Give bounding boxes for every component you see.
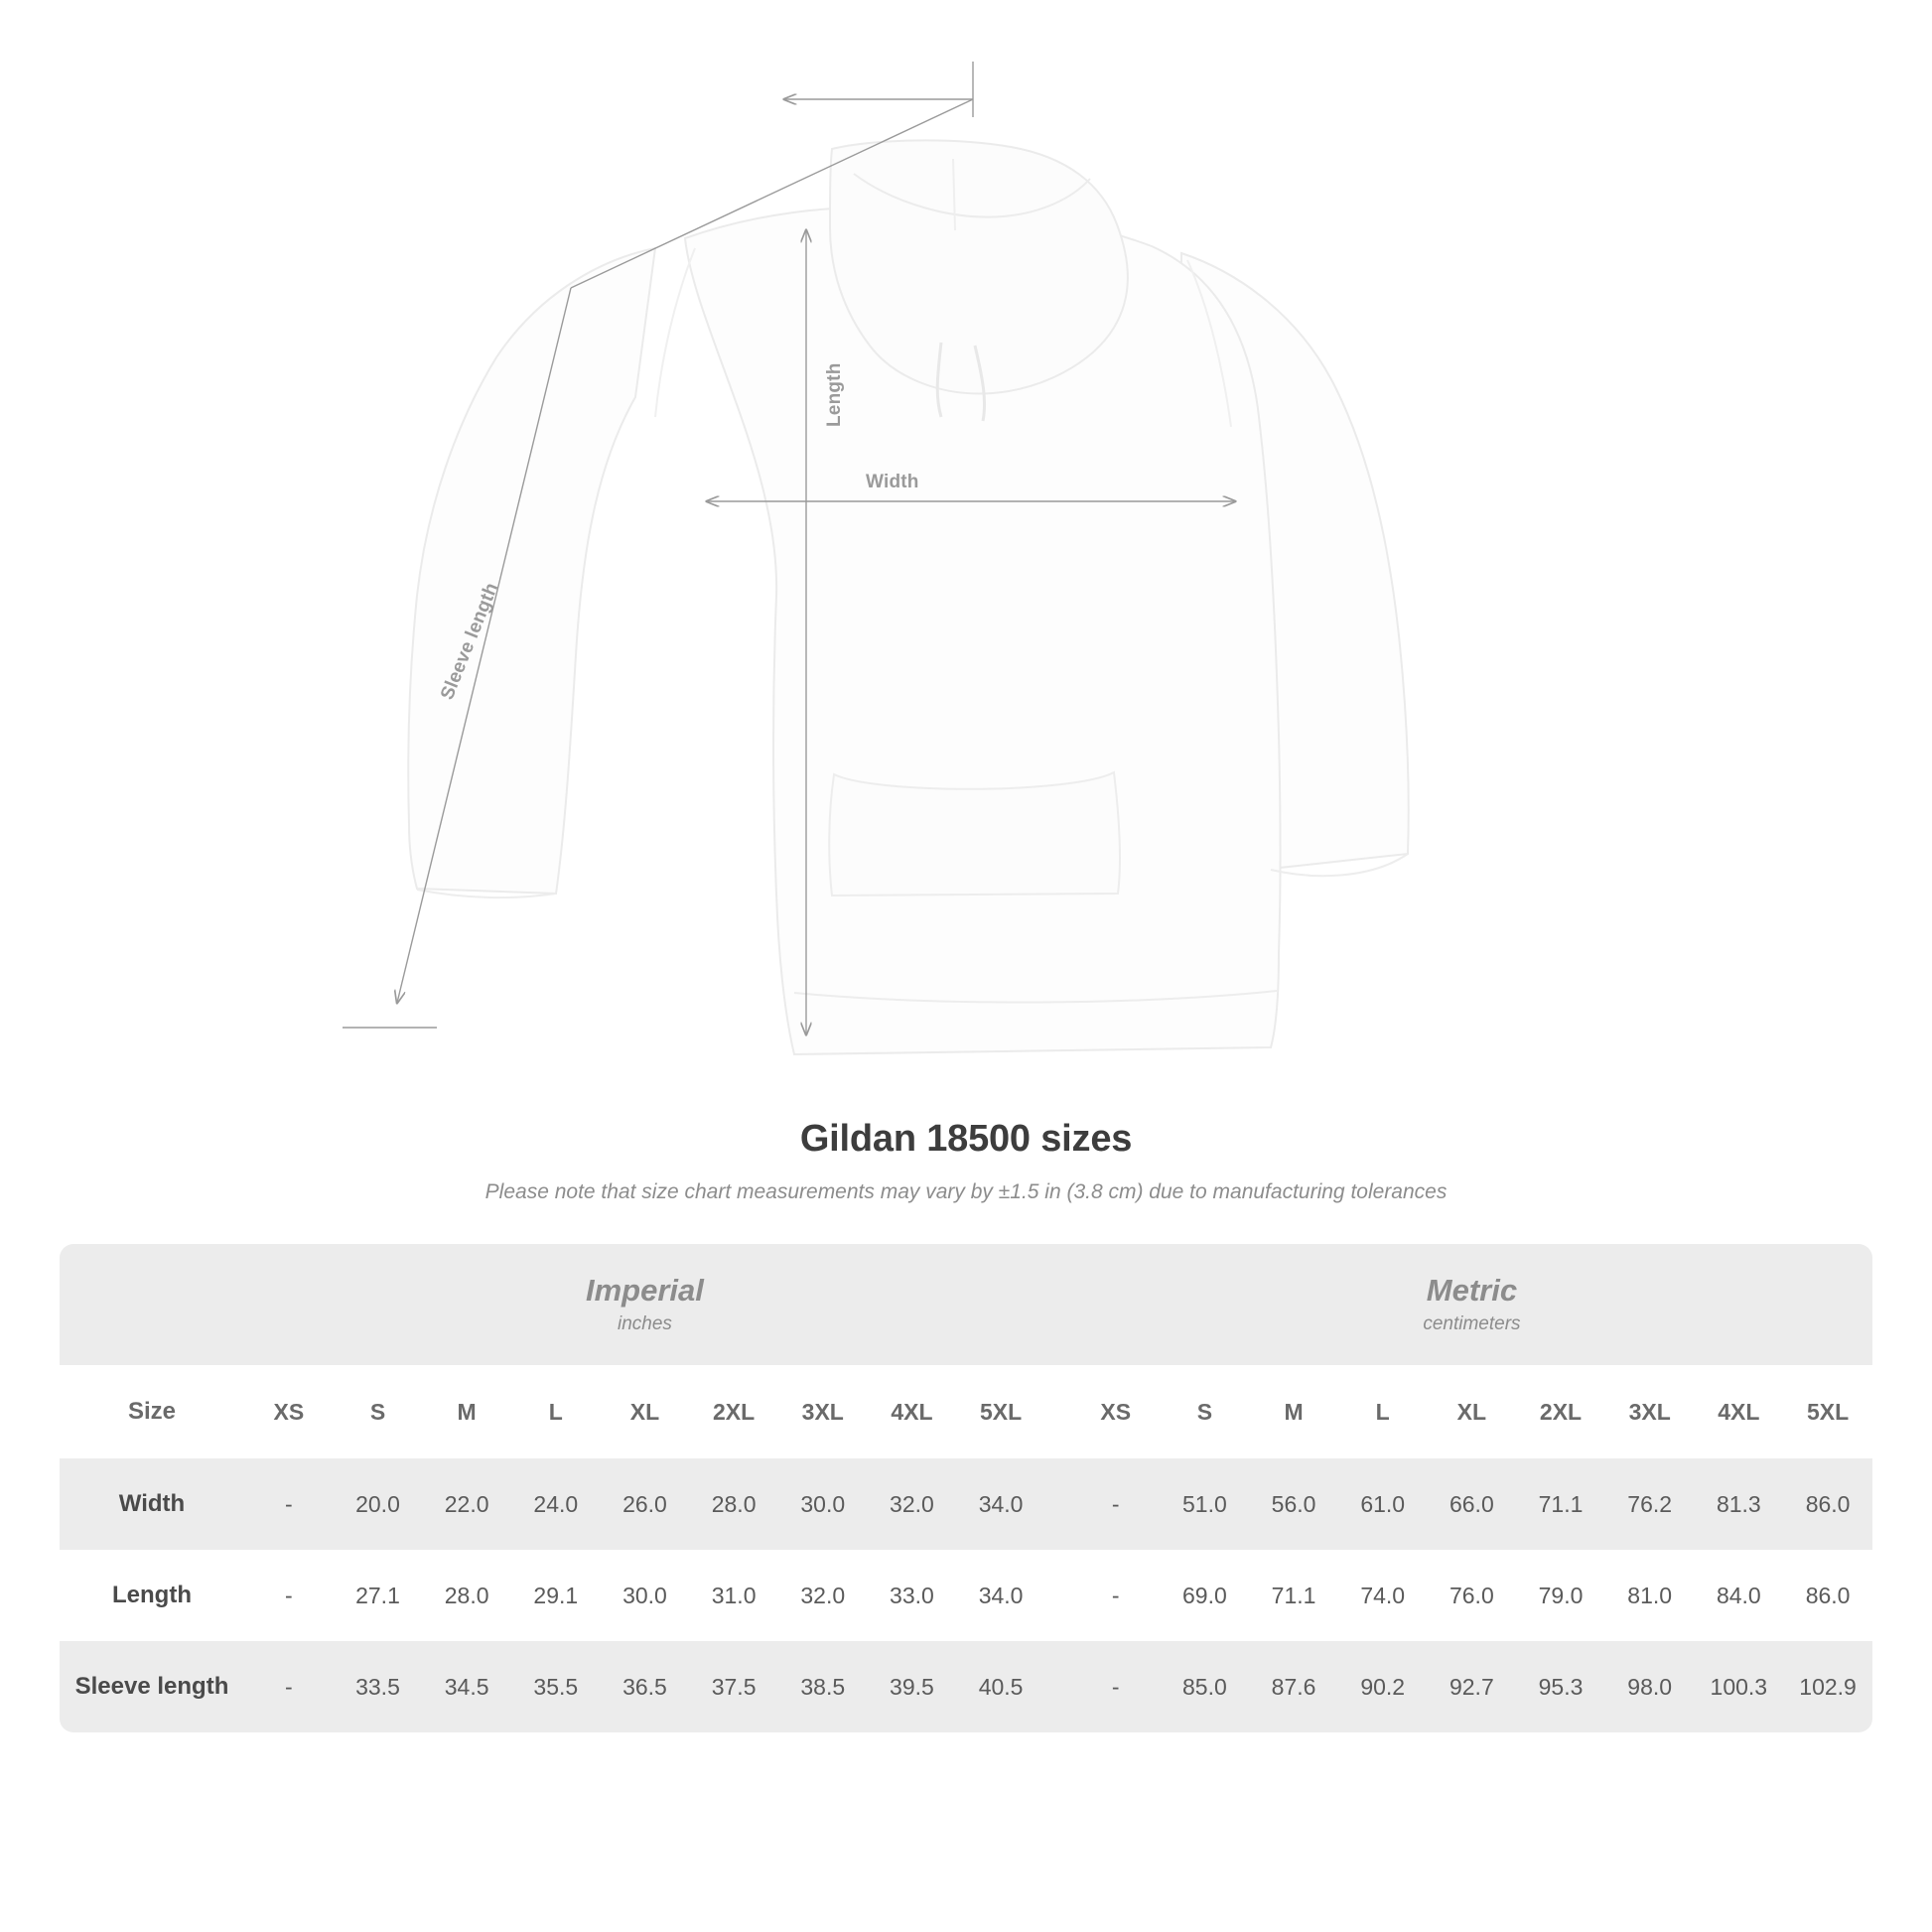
cell-sleeve-metric-xs: -	[1071, 1641, 1161, 1732]
cell-length-metric-m: 71.1	[1249, 1550, 1338, 1641]
cell-length-imperial-3xl: 32.0	[778, 1550, 868, 1641]
header-imperial-3xl: 3XL	[778, 1365, 868, 1458]
cell-length-metric-xl: 76.0	[1428, 1550, 1517, 1641]
cell-length-imperial-2xl: 31.0	[689, 1550, 778, 1641]
cell-width-metric-m: 56.0	[1249, 1458, 1338, 1550]
cell-length-metric-s: 69.0	[1161, 1550, 1250, 1641]
row-label-width: Width	[60, 1458, 244, 1550]
header-metric-xl: XL	[1428, 1365, 1517, 1458]
cell-sleeve-metric-4xl: 100.3	[1695, 1641, 1784, 1732]
title-block	[0, 1118, 1932, 1204]
cell-width-imperial-m: 22.0	[422, 1458, 511, 1550]
cell-length-imperial-m: 28.0	[422, 1550, 511, 1641]
cell-width-metric-3xl: 76.2	[1605, 1458, 1695, 1550]
cell-width-metric-xl: 66.0	[1428, 1458, 1517, 1550]
header-imperial-2xl: 2XL	[689, 1365, 778, 1458]
cell-sleeve-metric-s: 85.0	[1161, 1641, 1250, 1732]
cell-width-imperial-4xl: 32.0	[868, 1458, 957, 1550]
header-imperial-m: M	[422, 1365, 511, 1458]
table-row	[60, 1641, 1872, 1732]
cell-length-gap	[1045, 1550, 1071, 1641]
cell-sleeve-metric-xl: 92.7	[1428, 1641, 1517, 1732]
cell-length-imperial-l: 29.1	[511, 1550, 601, 1641]
cell-length-metric-3xl: 81.0	[1605, 1550, 1695, 1641]
header-metric-s: S	[1161, 1365, 1250, 1458]
header-imperial-xl: XL	[601, 1365, 690, 1458]
header-imperial-5xl: 5XL	[956, 1365, 1045, 1458]
sleeve-length-label: Sleeve length	[437, 580, 503, 703]
metric-unit-name: Metric	[1426, 1272, 1518, 1308]
hoodie-shape	[408, 140, 1408, 1054]
cell-length-imperial-4xl: 33.0	[868, 1550, 957, 1641]
unit-header-row	[60, 1244, 1872, 1365]
cell-sleeve-imperial-2xl: 37.5	[689, 1641, 778, 1732]
width-label: Width	[866, 472, 919, 492]
cell-width-imperial-l: 24.0	[511, 1458, 601, 1550]
cell-length-metric-xs: -	[1071, 1550, 1161, 1641]
cell-sleeve-imperial-m: 34.5	[422, 1641, 511, 1732]
cell-width-metric-l: 61.0	[1338, 1458, 1428, 1550]
header-metric-4xl: 4XL	[1695, 1365, 1784, 1458]
cell-length-imperial-xs: -	[244, 1550, 334, 1641]
size-table	[60, 1244, 1872, 1732]
cell-width-metric-xs: -	[1071, 1458, 1161, 1550]
cell-sleeve-imperial-xl: 36.5	[601, 1641, 690, 1732]
cell-width-imperial-xs: -	[244, 1458, 334, 1550]
header-metric-xs: XS	[1071, 1365, 1161, 1458]
header-imperial-l: L	[511, 1365, 601, 1458]
cell-width-metric-4xl: 81.3	[1695, 1458, 1784, 1550]
cell-width-metric-5xl: 86.0	[1783, 1458, 1872, 1550]
cell-width-imperial-s: 20.0	[334, 1458, 423, 1550]
cell-sleeve-gap	[1045, 1641, 1071, 1732]
unit-spacer-cell	[60, 1244, 244, 1365]
header-metric-l: L	[1338, 1365, 1428, 1458]
cell-sleeve-metric-m: 87.6	[1249, 1641, 1338, 1732]
cell-sleeve-metric-3xl: 98.0	[1605, 1641, 1695, 1732]
cell-length-imperial-xl: 30.0	[601, 1550, 690, 1641]
size-header-label: Size	[60, 1365, 244, 1458]
cell-sleeve-imperial-5xl: 40.5	[956, 1641, 1045, 1732]
cell-width-metric-s: 51.0	[1161, 1458, 1250, 1550]
cell-width-imperial-5xl: 34.0	[956, 1458, 1045, 1550]
metric-unit-cell	[1071, 1244, 1872, 1365]
table-row	[60, 1550, 1872, 1641]
cell-width-metric-2xl: 71.1	[1516, 1458, 1605, 1550]
row-label-length: Length	[60, 1550, 244, 1641]
imperial-unit-name: Imperial	[586, 1272, 704, 1308]
unit-gap-cell	[1045, 1244, 1071, 1365]
cell-sleeve-imperial-3xl: 38.5	[778, 1641, 868, 1732]
header-imperial-xs: XS	[244, 1365, 334, 1458]
cell-sleeve-imperial-4xl: 39.5	[868, 1641, 957, 1732]
header-metric-5xl: 5XL	[1783, 1365, 1872, 1458]
size-header-row	[60, 1365, 1872, 1458]
cell-width-imperial-xl: 26.0	[601, 1458, 690, 1550]
length-label: Length	[824, 362, 845, 427]
size-table-wrapper	[60, 1244, 1872, 1732]
cell-length-metric-2xl: 79.0	[1516, 1550, 1605, 1641]
cell-width-gap	[1045, 1458, 1071, 1550]
header-imperial-4xl: 4XL	[868, 1365, 957, 1458]
header-imperial-s: S	[334, 1365, 423, 1458]
chart-title: Gildan 18500 sizes	[799, 1118, 1133, 1160]
cell-sleeve-metric-2xl: 95.3	[1516, 1641, 1605, 1732]
cell-sleeve-metric-l: 90.2	[1338, 1641, 1428, 1732]
cell-length-imperial-5xl: 34.0	[956, 1550, 1045, 1641]
cell-sleeve-metric-5xl: 102.9	[1783, 1641, 1872, 1732]
header-metric-2xl: 2XL	[1516, 1365, 1605, 1458]
chart-note: Please note that size chart measurements may vary by ±1.5 in (3.8 cm) due to manufacturing tolerances	[484, 1180, 1448, 1203]
cell-sleeve-imperial-s: 33.5	[334, 1641, 423, 1732]
cell-length-metric-l: 74.0	[1338, 1550, 1428, 1641]
cell-sleeve-imperial-xs: -	[244, 1641, 334, 1732]
cell-sleeve-imperial-l: 35.5	[511, 1641, 601, 1732]
row-label-sleeve-length: Sleeve length	[60, 1641, 244, 1732]
cell-length-imperial-s: 27.1	[334, 1550, 423, 1641]
cell-length-metric-4xl: 84.0	[1695, 1550, 1784, 1641]
header-gap	[1045, 1365, 1071, 1458]
header-metric-m: M	[1249, 1365, 1338, 1458]
header-metric-3xl: 3XL	[1605, 1365, 1695, 1458]
cell-width-imperial-3xl: 30.0	[778, 1458, 868, 1550]
metric-unit-sub: centimeters	[1423, 1313, 1521, 1335]
cell-width-imperial-2xl: 28.0	[689, 1458, 778, 1550]
imperial-unit-cell	[244, 1244, 1045, 1365]
table-row	[60, 1458, 1872, 1550]
cell-length-metric-5xl: 86.0	[1783, 1550, 1872, 1641]
imperial-unit-sub: inches	[617, 1313, 672, 1335]
